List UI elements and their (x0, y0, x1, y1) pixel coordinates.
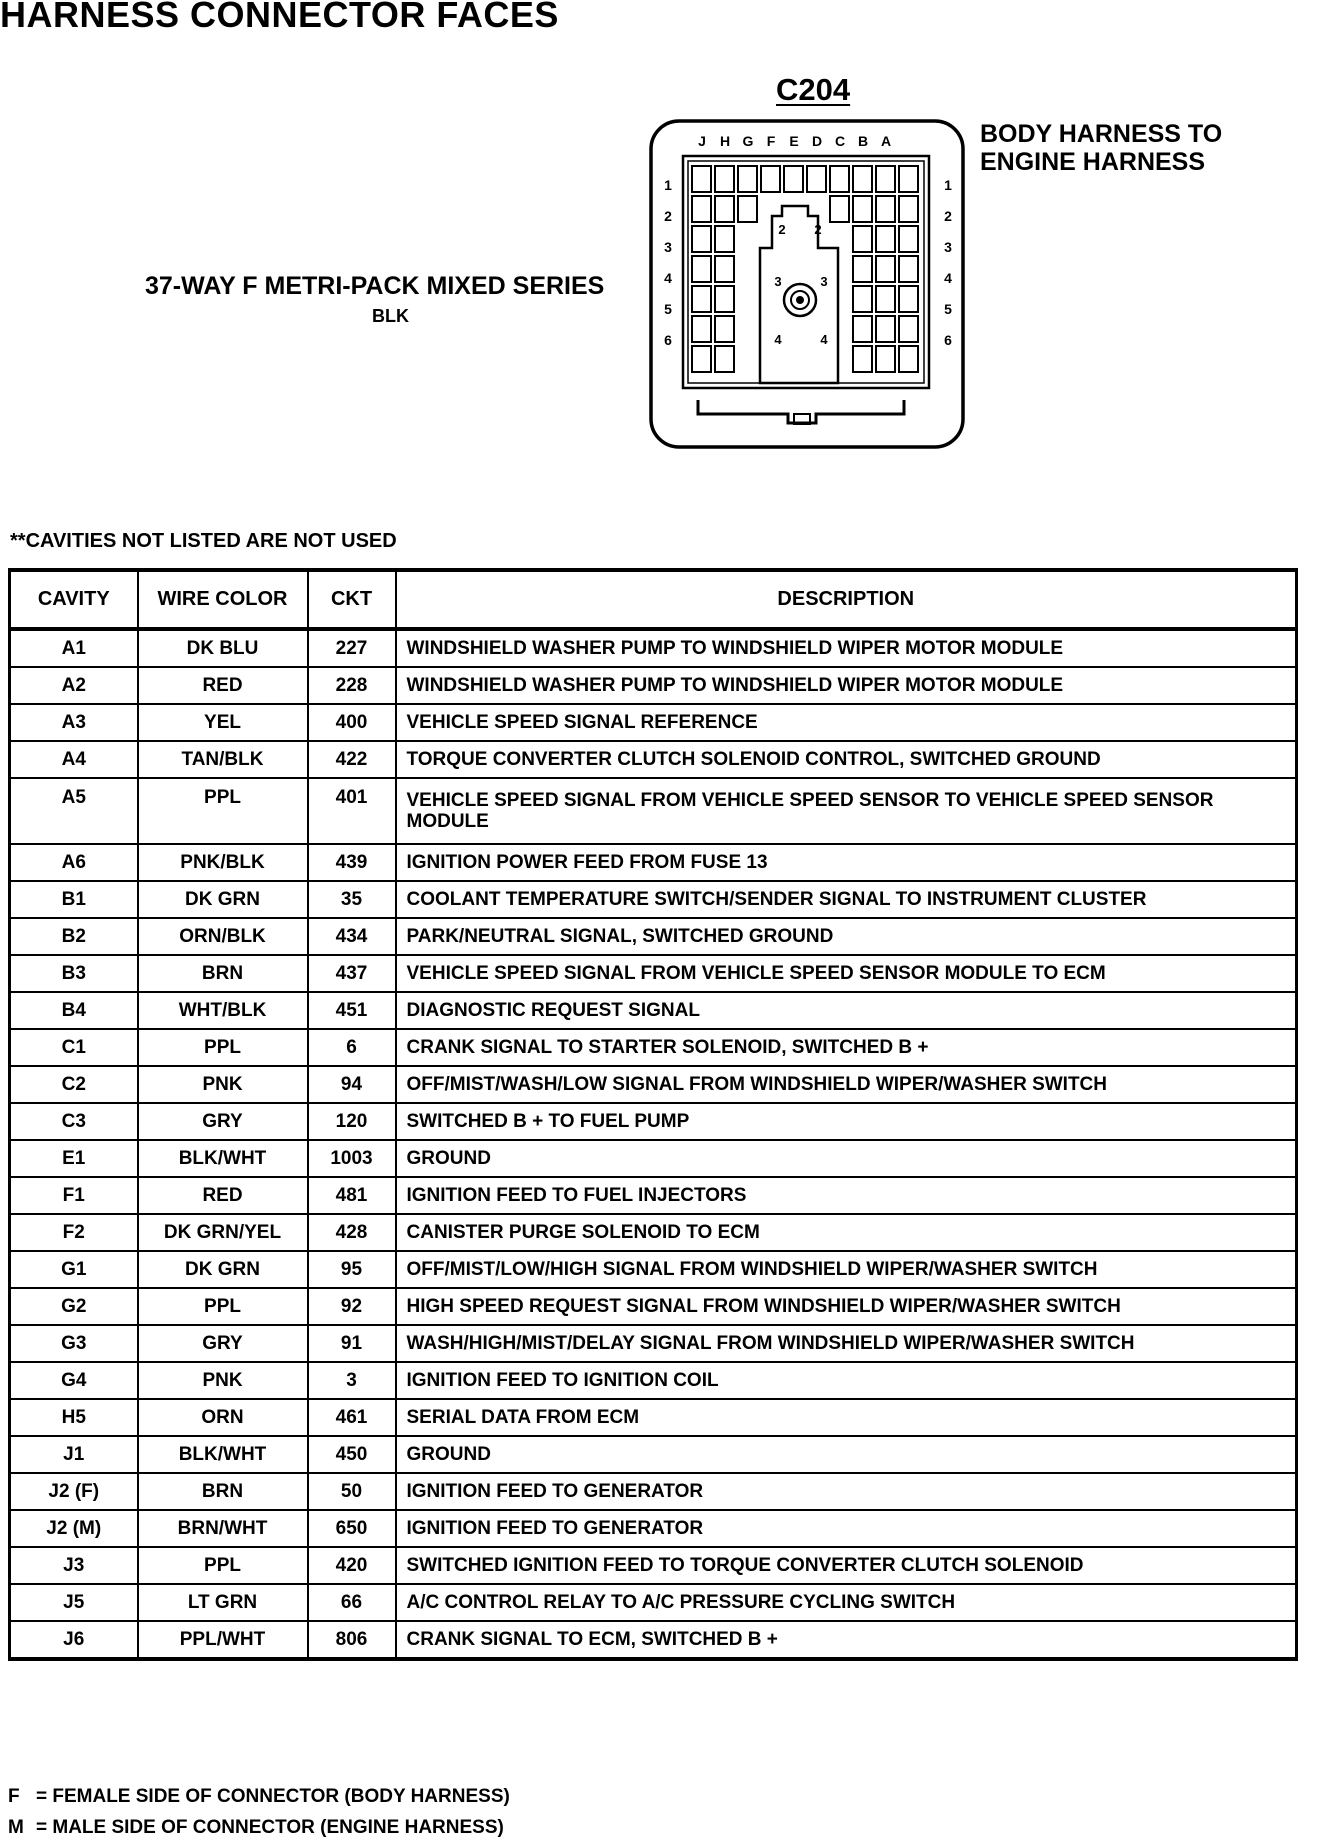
table-row (10, 1399, 1297, 1436)
wire-color-cell: BLK/WHT (138, 1140, 308, 1177)
table-row (10, 844, 1297, 881)
description-cell: IGNITION FEED TO IGNITION COIL (396, 1362, 1297, 1399)
connector-column-letter: D (811, 133, 823, 149)
connector-cavity (692, 196, 711, 222)
cavity-cell: J2 (M) (10, 1510, 138, 1547)
cavity-cell: A6 (10, 844, 138, 881)
wire-color-cell: LT GRN (138, 1584, 308, 1621)
ckt-cell: 227 (308, 629, 396, 667)
connector-cavity (715, 286, 734, 312)
connector-row-number-right: 2 (944, 208, 952, 224)
description-cell: CRANK SIGNAL TO STARTER SOLENOID, SWITCHED B + (396, 1029, 1297, 1066)
wire-color-cell: YEL (138, 704, 308, 741)
ckt-cell: 35 (308, 881, 396, 918)
connector-inner-number: 3 (820, 274, 828, 289)
ckt-cell: 650 (308, 1510, 396, 1547)
connector-cavity (899, 196, 918, 222)
connector-cavity (876, 166, 895, 192)
cavity-cell: A4 (10, 741, 138, 778)
connector-column-letter: A (880, 133, 892, 149)
description-cell: IGNITION POWER FEED FROM FUSE 13 (396, 844, 1297, 881)
description-cell: IGNITION FEED TO FUEL INJECTORS (396, 1177, 1297, 1214)
wire-color-cell: BRN (138, 955, 308, 992)
ckt-cell: 50 (308, 1473, 396, 1510)
ckt-cell: 92 (308, 1288, 396, 1325)
wire-color-cell: PPL/WHT (138, 1621, 308, 1659)
connector-cavity (692, 226, 711, 252)
ckt-cell: 420 (308, 1547, 396, 1584)
table-row (10, 1547, 1297, 1584)
table-row (10, 1510, 1297, 1547)
connector-cavity (761, 166, 780, 192)
table-row (10, 1473, 1297, 1510)
connector-row-number-right: 1 (944, 177, 952, 193)
wire-color-cell: PNK (138, 1066, 308, 1103)
wire-color-cell: RED (138, 667, 308, 704)
connector-cavity (853, 346, 872, 372)
connector-cavity (715, 166, 734, 192)
connector-cavity (853, 316, 872, 342)
header-ckt: CKT (308, 570, 396, 629)
connector-column-letter: G (742, 133, 754, 149)
harness-description (980, 120, 1222, 176)
connector-inner-number: 2 (814, 222, 822, 237)
description-cell: CANISTER PURGE SOLENOID TO ECM (396, 1214, 1297, 1251)
connector-type: 37-WAY F METRI-PACK MIXED SERIES (145, 272, 605, 300)
connector-row-number-left: 1 (664, 177, 672, 193)
table-row (10, 1214, 1297, 1251)
legend-female (8, 1786, 510, 1808)
connector-cavity (853, 286, 872, 312)
ckt-cell: 3 (308, 1362, 396, 1399)
connector-inner-number: 3 (774, 274, 782, 289)
description-cell: HIGH SPEED REQUEST SIGNAL FROM WINDSHIELD WIPER/WASHER SWITCH (396, 1288, 1297, 1325)
connector-cavity (853, 256, 872, 282)
cavity-cell: F2 (10, 1214, 138, 1251)
connector-row-number-left: 6 (664, 332, 672, 348)
cavity-cell: E1 (10, 1140, 138, 1177)
connector-cavity (899, 316, 918, 342)
cavity-cell: G4 (10, 1362, 138, 1399)
legend-text: = FEMALE SIDE OF CONNECTOR (BODY HARNESS) (36, 1786, 510, 1807)
ckt-cell: 1003 (308, 1140, 396, 1177)
ckt-cell: 401 (308, 778, 396, 844)
cavity-cell: A5 (10, 778, 138, 844)
table-row (10, 1621, 1297, 1659)
ckt-cell: 422 (308, 741, 396, 778)
cavity-cell: J6 (10, 1621, 138, 1659)
cavity-cell: G1 (10, 1251, 138, 1288)
wire-color-cell: DK GRN (138, 881, 308, 918)
ckt-cell: 461 (308, 1399, 396, 1436)
cavity-table (8, 568, 1298, 1661)
connector-cavity (692, 166, 711, 192)
connector-row-number-left: 3 (664, 239, 672, 255)
ckt-cell: 434 (308, 918, 396, 955)
wire-color-cell: PNK (138, 1362, 308, 1399)
harness-line-1: BODY HARNESS TO (980, 120, 1223, 148)
connector-cavity (807, 166, 826, 192)
description-cell: SWITCHED IGNITION FEED TO TORQUE CONVERTER CLUTCH SOLENOID (396, 1547, 1297, 1584)
ckt-cell: 94 (308, 1066, 396, 1103)
description-cell: WINDSHIELD WASHER PUMP TO WINDSHIELD WIPER MOTOR MODULE (396, 629, 1297, 667)
harness-line-2: ENGINE HARNESS (980, 148, 1206, 176)
description-cell: DIAGNOSTIC REQUEST SIGNAL (396, 992, 1297, 1029)
description-cell: OFF/MIST/WASH/LOW SIGNAL FROM WINDSHIELD WIPER/WASHER SWITCH (396, 1066, 1297, 1103)
table-row (10, 704, 1297, 741)
description-cell: IGNITION FEED TO GENERATOR (396, 1510, 1297, 1547)
description-cell: GROUND (396, 1140, 1297, 1177)
wire-color-cell: BRN/WHT (138, 1510, 308, 1547)
connector-cavity (692, 346, 711, 372)
description-cell: A/C CONTROL RELAY TO A/C PRESSURE CYCLING SWITCH (396, 1584, 1297, 1621)
ckt-cell: 6 (308, 1029, 396, 1066)
connector-cavity (830, 196, 849, 222)
wire-color-cell: DK GRN (138, 1251, 308, 1288)
ckt-cell: 400 (308, 704, 396, 741)
connector-column-letter: B (857, 133, 869, 149)
connector-cavity (830, 166, 849, 192)
description-cell: COOLANT TEMPERATURE SWITCH/SENDER SIGNAL TO INSTRUMENT CLUSTER (396, 881, 1297, 918)
description-cell: WINDSHIELD WASHER PUMP TO WINDSHIELD WIPER MOTOR MODULE (396, 667, 1297, 704)
connector-column-letter: C (834, 133, 846, 149)
connector-cavity (692, 256, 711, 282)
connector-cavity (876, 256, 895, 282)
cavity-cell: J1 (10, 1436, 138, 1473)
ckt-cell: 437 (308, 955, 396, 992)
connector-cavity (692, 286, 711, 312)
ckt-cell: 91 (308, 1325, 396, 1362)
connector-cavity (899, 256, 918, 282)
table-row (10, 778, 1297, 844)
connector-cavity (715, 196, 734, 222)
description-cell: CRANK SIGNAL TO ECM, SWITCHED B + (396, 1621, 1297, 1659)
legend-male (8, 1817, 504, 1839)
wire-color-cell: PPL (138, 778, 308, 844)
cavity-cell: G3 (10, 1325, 138, 1362)
description-cell: IGNITION FEED TO GENERATOR (396, 1473, 1297, 1510)
cavity-cell: J3 (10, 1547, 138, 1584)
table-row (10, 1288, 1297, 1325)
connector-cavity (715, 346, 734, 372)
cavity-cell: B3 (10, 955, 138, 992)
ckt-cell: 806 (308, 1621, 396, 1659)
cavity-cell: F1 (10, 1177, 138, 1214)
cavity-cell: H5 (10, 1399, 138, 1436)
table-row (10, 741, 1297, 778)
connector-cavity (899, 166, 918, 192)
wire-color-cell: PPL (138, 1547, 308, 1584)
table-row (10, 1325, 1297, 1362)
cavity-cell: A3 (10, 704, 138, 741)
description-cell: VEHICLE SPEED SIGNAL FROM VEHICLE SPEED SENSOR TO VEHICLE SPEED SENSOR MODULE (396, 778, 1297, 844)
header-wire-color: WIRE COLOR (138, 570, 308, 629)
description-cell: VEHICLE SPEED SIGNAL FROM VEHICLE SPEED SENSOR MODULE TO ECM (396, 955, 1297, 992)
cavity-cell: B4 (10, 992, 138, 1029)
connector-inner-number: 4 (774, 332, 782, 347)
ckt-cell: 451 (308, 992, 396, 1029)
table-row (10, 1103, 1297, 1140)
table-row (10, 667, 1297, 704)
wire-color-cell: PPL (138, 1029, 308, 1066)
connector-cavity (853, 196, 872, 222)
connector-column-letter: F (766, 133, 776, 149)
page-title: HARNESS CONNECTOR FACES (0, 0, 559, 35)
table-row (10, 1251, 1297, 1288)
description-cell: OFF/MIST/LOW/HIGH SIGNAL FROM WINDSHIELD WIPER/WASHER SWITCH (396, 1251, 1297, 1288)
cavity-cell: C2 (10, 1066, 138, 1103)
connector-cavity (784, 166, 803, 192)
table-header-row (10, 570, 1297, 629)
cavity-cell: B1 (10, 881, 138, 918)
connector-cavity (876, 196, 895, 222)
legend-text: = MALE SIDE OF CONNECTOR (ENGINE HARNESS) (36, 1817, 504, 1838)
header-cavity: CAVITY (10, 570, 138, 629)
connector-label: C204 (776, 72, 851, 107)
cavity-cell: B2 (10, 918, 138, 955)
connector-cavity (899, 226, 918, 252)
table-row (10, 881, 1297, 918)
description-cell: PARK/NEUTRAL SIGNAL, SWITCHED GROUND (396, 918, 1297, 955)
connector-cavity (738, 196, 757, 222)
table-row (10, 955, 1297, 992)
connector-row-number-right: 3 (944, 239, 952, 255)
connector-column-letter: H (719, 133, 731, 149)
connector-column-letter: J (698, 133, 706, 149)
legend-key: M (8, 1817, 24, 1838)
connector-inner-number: 2 (778, 222, 786, 237)
cavity-cell: J5 (10, 1584, 138, 1621)
wire-color-cell: BRN (138, 1473, 308, 1510)
description-cell: SERIAL DATA FROM ECM (396, 1399, 1297, 1436)
connector-row-number-left: 5 (664, 301, 672, 317)
cavity-cell: J2 (F) (10, 1473, 138, 1510)
connector-cavity (899, 286, 918, 312)
connector-cavity (899, 346, 918, 372)
table-row (10, 918, 1297, 955)
description-cell: TORQUE CONVERTER CLUTCH SOLENOID CONTROL, SWITCHED GROUND (396, 741, 1297, 778)
wire-color-cell: ORN/BLK (138, 918, 308, 955)
connector-cavity (853, 226, 872, 252)
wire-color-cell: DK GRN/YEL (138, 1214, 308, 1251)
unused-cavities-note: **CAVITIES NOT LISTED ARE NOT USED (10, 530, 397, 552)
connector-cavity (715, 256, 734, 282)
description-cell: SWITCHED B + TO FUEL PUMP (396, 1103, 1297, 1140)
table-row (10, 1029, 1297, 1066)
description-cell: WASH/HIGH/MIST/DELAY SIGNAL FROM WINDSHIELD WIPER/WASHER SWITCH (396, 1325, 1297, 1362)
cavity-cell: C3 (10, 1103, 138, 1140)
table-row (10, 1066, 1297, 1103)
wire-color-cell: PPL (138, 1288, 308, 1325)
wire-color-cell: GRY (138, 1103, 308, 1140)
table-row (10, 1362, 1297, 1399)
cavity-cell: A1 (10, 629, 138, 667)
connector-row-number-right: 5 (944, 301, 952, 317)
wire-color-cell: PNK/BLK (138, 844, 308, 881)
cavity-cell: A2 (10, 667, 138, 704)
connector-cavity (876, 316, 895, 342)
ckt-cell: 95 (308, 1251, 396, 1288)
ckt-cell: 228 (308, 667, 396, 704)
wire-color-cell: WHT/BLK (138, 992, 308, 1029)
wire-color-cell: GRY (138, 1325, 308, 1362)
connector-row-number-right: 4 (944, 270, 952, 286)
wire-color-cell: RED (138, 1177, 308, 1214)
connector-row-number-left: 2 (664, 208, 672, 224)
ckt-cell: 450 (308, 1436, 396, 1473)
legend-key: F (8, 1786, 20, 1807)
ckt-cell: 66 (308, 1584, 396, 1621)
wire-color-cell: TAN/BLK (138, 741, 308, 778)
connector-cavity (876, 346, 895, 372)
description-cell: VEHICLE SPEED SIGNAL REFERENCE (396, 704, 1297, 741)
table-row (10, 1584, 1297, 1621)
table-row (10, 1177, 1297, 1214)
connector-face-diagram (648, 118, 968, 452)
ckt-cell: 481 (308, 1177, 396, 1214)
table-row (10, 992, 1297, 1029)
header-description: DESCRIPTION (396, 570, 1297, 629)
connector-column-letter: E (789, 133, 799, 149)
description-cell: GROUND (396, 1436, 1297, 1473)
wire-color-cell: DK BLU (138, 629, 308, 667)
connector-row-number-right: 6 (944, 332, 952, 348)
connector-color: BLK (372, 306, 409, 326)
ckt-cell: 120 (308, 1103, 396, 1140)
connector-cavity (715, 316, 734, 342)
connector-cavity (738, 166, 757, 192)
connector-inner-number: 4 (820, 332, 828, 347)
cavity-cell: G2 (10, 1288, 138, 1325)
cavity-cell: C1 (10, 1029, 138, 1066)
connector-row-number-left: 4 (664, 270, 672, 286)
table-row (10, 629, 1297, 667)
connector-cavity (692, 316, 711, 342)
ckt-cell: 439 (308, 844, 396, 881)
connector-cavity (853, 166, 872, 192)
wire-color-cell: BLK/WHT (138, 1436, 308, 1473)
table-row (10, 1436, 1297, 1473)
ckt-cell: 428 (308, 1214, 396, 1251)
connector-cavity (715, 226, 734, 252)
connector-cavity (876, 226, 895, 252)
connector-cavity (876, 286, 895, 312)
wire-color-cell: ORN (138, 1399, 308, 1436)
table-row (10, 1140, 1297, 1177)
